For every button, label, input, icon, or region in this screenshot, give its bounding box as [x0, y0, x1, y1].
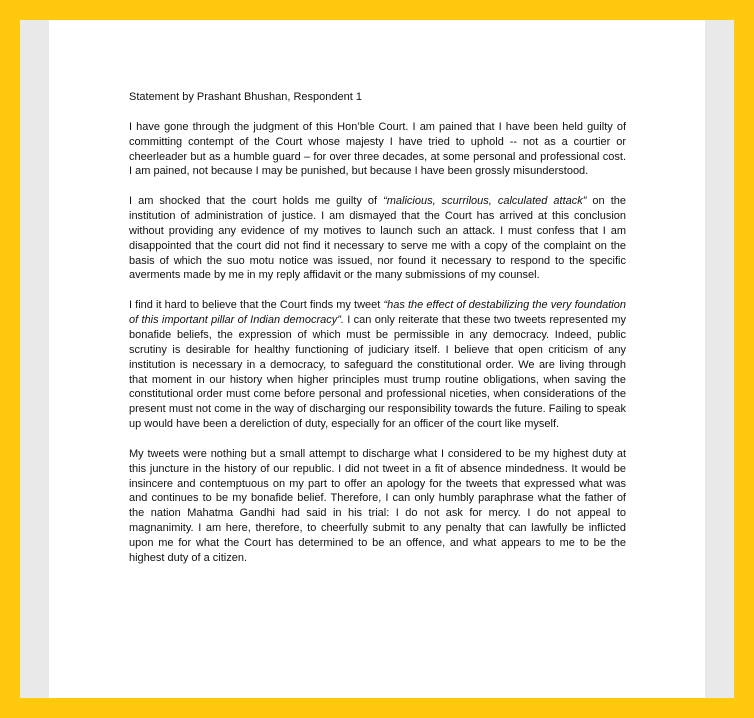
- paragraph-2: [129, 194, 626, 283]
- document-title: Statement by Prashant Bhushan, Respondent 1: [129, 91, 362, 103]
- paragraph-2-quote: “malicious, scurrilous, calculated attack”: [383, 195, 587, 208]
- paragraph-3-text-after: I can only reiterate that these two tweets represented my bonafide beliefs, the expression of which must be permissible in any democracy. Indeed, public scrutiny is desirable for healthy functioning of judiciary itself. I believe that open criticism of any institution is necessary in a democracy, to safeguard the constitutional order. We are living through that moment in our history when higher principles must trump routine obligations, when saving the constitutional order must come before personal and professional niceties, when considerations of the present must not come in the way of discharging our responsibility towards the future. Failing to speak up would have been a dereliction of duty, especially for an officer of the court like myself.: [129, 314, 627, 431]
- paragraph-3-text-before: I find it hard to believe that the Court finds my tweet: [129, 299, 384, 312]
- document-viewer: [20, 20, 734, 698]
- paragraph-2-text-after: on the institution of administration of justice. I am dismayed that the Court has arrived at this conclusion without providing any evidence of my motives to launch such an attack. I must confess that I am disappointed that the court did not find it necessary to serve me with a copy of the complaint on the basis of which the suo motu notice was issued, nor found it necessary to respond to the specific averments made by me in my reply affidavit or the many submissions of my counsel.: [129, 195, 626, 282]
- document-body: [129, 90, 626, 581]
- paragraph-3: [129, 298, 626, 432]
- paragraph-2-text-before: I am shocked that the court holds me guilty of: [129, 195, 384, 208]
- paragraph-1: I have gone through the judgment of this Hon’ble Court. I am pained that I have been held guilty of committing contempt of the Court whose majesty I have tried to uphold -- not as a courtier or cheerleader but as a humble guard – for over three decades, at some personal and professional cost. I am pained, not because I may be punished, but because I have been grossly misunderstood.: [129, 120, 626, 178]
- paragraph-4: My tweets were nothing but a small attempt to discharge what I considered to be my highest duty at this juncture in the history of our republic. I did not tweet in a fit of absence mindedness. It would be insincere and contemptuous on my part to offer an apology for the tweets that expressed what was and continues to be my bonafide belief. Therefore, I can only humbly paraphrase what the father of the nation Mahatma Gandhi had said in his trial: I do not ask for mercy. I do not appeal to magnanimity. I am here, therefore, to cheerfully submit to any penalty that can lawfully be inflicted upon me for what the Court has determined to be an offence, and what appears to me to be the highest duty of a citizen.: [129, 447, 626, 564]
- document-page: [49, 20, 705, 698]
- paragraph-3-quote: “has the effect of destabilizing the very foundation of this important pillar of Indian democracy”.: [129, 299, 626, 327]
